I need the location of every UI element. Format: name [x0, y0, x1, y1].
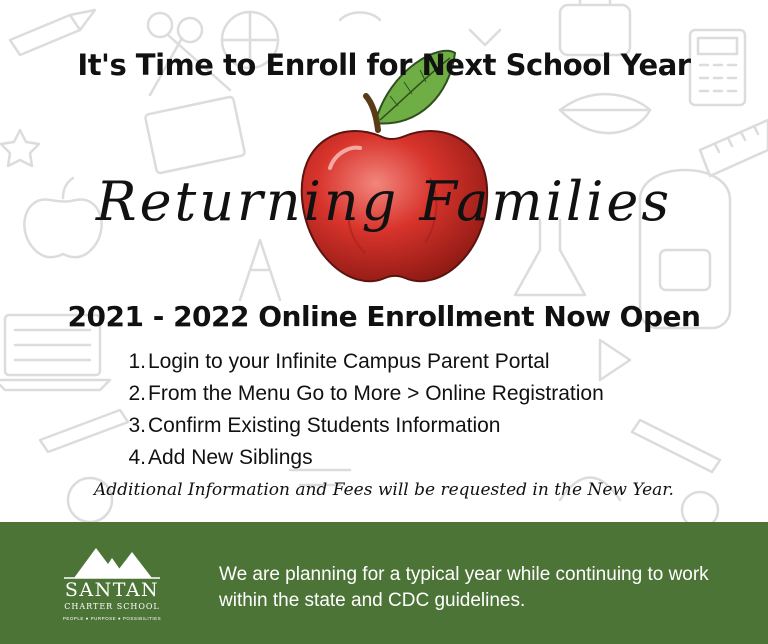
list-item: [120, 410, 604, 442]
step-number: 4.: [128, 446, 146, 469]
mountain-logo-icon: [56, 544, 168, 580]
step-text: Login to your Infinite Campus Parent Portal: [148, 350, 550, 373]
footer-message: We are planning for a typical year while continuing to work within the state and CDC guidelines.: [219, 564, 709, 611]
step-text: From the Menu Go to More > Online Registration: [148, 382, 604, 405]
logo-subtitle: CHARTER SCHOOL: [64, 602, 160, 611]
list-item: [120, 378, 604, 410]
additional-info-note: Additional Information and Fees will be requested in the New Year.: [94, 480, 674, 500]
step-number: 1.: [128, 350, 146, 373]
step-text: Confirm Existing Students Information: [148, 414, 501, 437]
logo-tagline: PEOPLE ● PURPOSE ● POSSIBILITIES: [62, 616, 162, 621]
step-number: 2.: [128, 382, 146, 405]
list-item: [120, 442, 604, 474]
step-number: 3.: [128, 414, 146, 437]
enrollment-steps-list: [120, 346, 604, 474]
step-text: Add New Siblings: [148, 446, 313, 469]
list-item: [120, 346, 604, 378]
returning-families-title: Returning Families: [95, 170, 673, 233]
headline: It's Time to Enroll for Next School Year: [77, 48, 691, 82]
enrollment-open-subhead: 2021 - 2022 Online Enrollment Now Open: [67, 300, 701, 333]
footer-banner: [0, 522, 768, 644]
santan-logo: [56, 544, 168, 626]
logo-name: SANTAN: [64, 579, 160, 601]
